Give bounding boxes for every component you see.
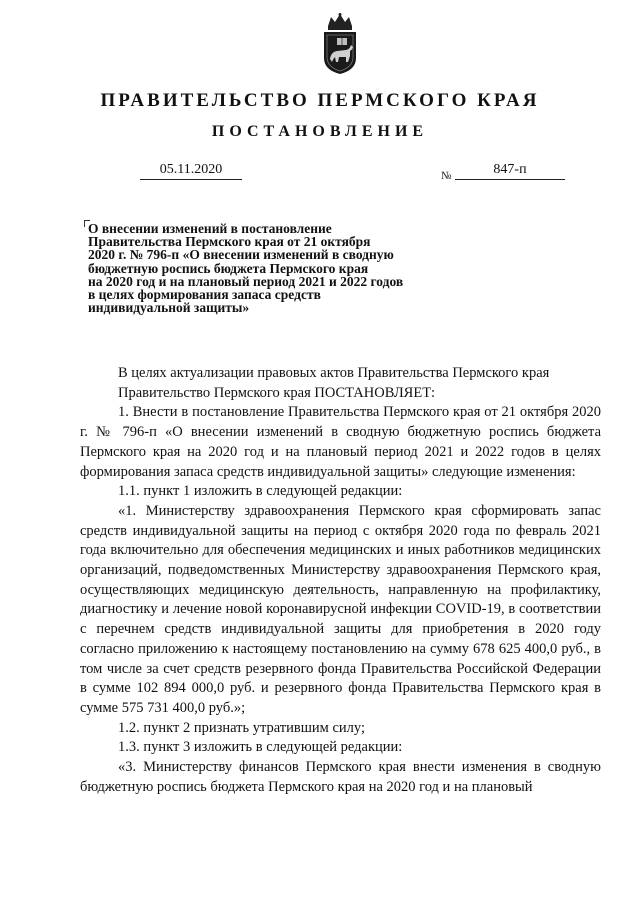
body-item-1: 1. Внести в постановление Правительства Пермского края от 21 октября 2020 г. № 796-п «О внесении изменений в сводную бюджетную роспись бюджета Пермского края на 2020 год и на плановый период 2021 и 2022 годов в целях формирования запаса средств индивидуальной защиты» следующие изменения: [80, 404, 601, 480]
body-item-1-2: 1.2. пункт 2 признать утратившим силу; [118, 719, 365, 736]
coat-of-arms-icon [319, 12, 361, 76]
body-quote-item-1: «1. Министерству здравоохранения Пермского края сформировать запас средств индивидуальной защиты на период с октября 2020 года по февраль 2021 года включительно для обеспечения медицинских и иных работников медицинских организаций, подведомственных Министерству здравоохранения Пермского края, осуществляющих медицинскую деятельность, направленную на профилактику, диагностику и лечение новой коронавирусной инфекции COVID-19, в соответствии с перечнем средств индивидуальной защиты для приобретения в 2020 году согласно приложению к настоящему постановлению на сумму 678 625 400,0 руб., в том числе за счет средств резервного фонда Правительства Российской Федерации в сумме 102 894 000,0 руб. и резервного фонда Правительства Пермского края в сумме 575 731 400,0 руб.»; [80, 502, 601, 716]
number-sign: № [441, 170, 452, 182]
body-intro-line-2: Правительство Пермского края ПОСТАНОВЛЯЕТ: [118, 384, 436, 401]
document-date: 05.11.2020 [140, 162, 242, 180]
document-type-title: ПОСТАНОВЛЕНИЕ [211, 123, 429, 140]
document-body [80, 364, 601, 797]
organization-title: ПРАВИТЕЛЬСТВО ПЕРМСКОГО КРАЯ [100, 90, 540, 111]
document-number: 847-п [455, 162, 565, 180]
body-item-1-1: 1.1. пункт 1 изложить в следующей редакции: [118, 483, 403, 500]
body-quote-item-3: «3. Министерству финансов Пермского края внести изменения в сводную бюджетную роспись бюджета Пермского края на 2020 год и на плановый [80, 759, 601, 795]
body-item-1-3: 1.3. пункт 3 изложить в следующей редакции: [118, 739, 403, 756]
document-subject: О внесении изменений в постановление Правительства Пермского края от 21 октября 2020 г. № 796-п «О внесении изменений в сводную бюджетную роспись бюджета Пермского края на 2020 год и на плановый период 2021 и 2022 годов в целях формирования запаса средств индивидуальной защиты» [88, 221, 404, 316]
body-intro-line-1: В целях актуализации правовых актов Правительства Пермского края [118, 365, 550, 381]
